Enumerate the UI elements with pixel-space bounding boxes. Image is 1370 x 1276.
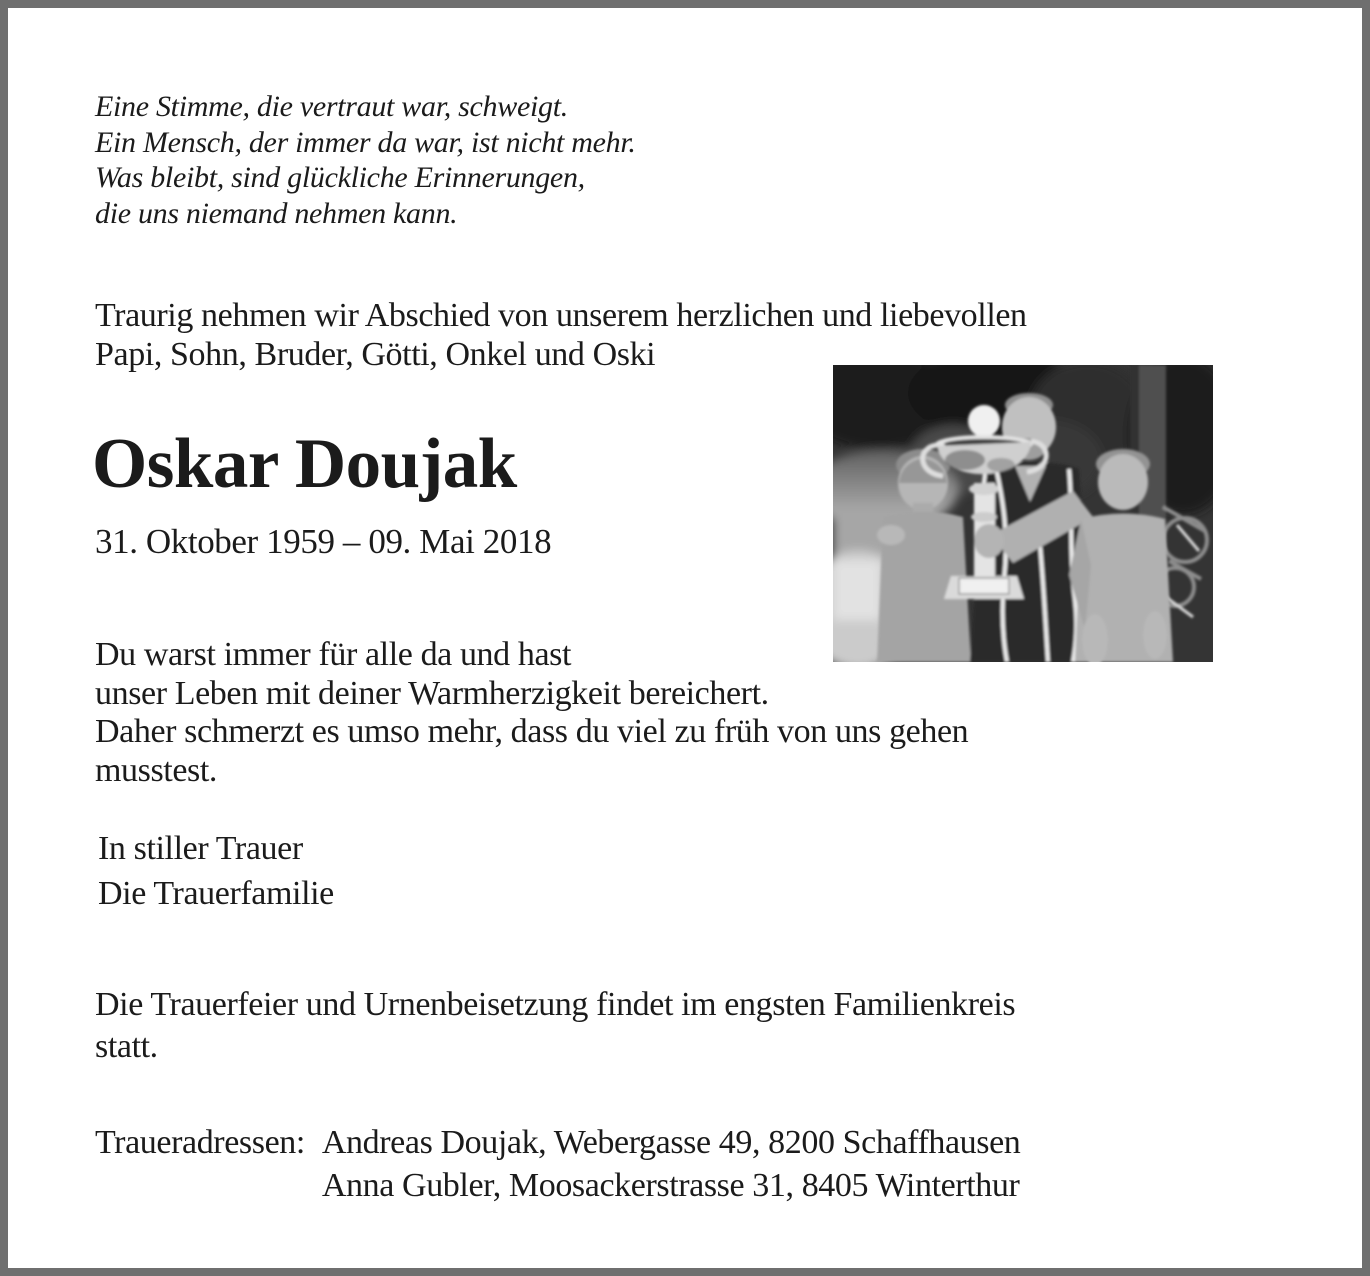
memorial-photo — [833, 365, 1213, 662]
deceased-name: Oskar Doujak — [92, 425, 517, 503]
verse-line: die uns niemand nehmen kann. — [95, 196, 458, 230]
mourning-family — [98, 826, 334, 916]
addresses-entries — [322, 1122, 1021, 1207]
condolence-line: unser Leben mit deiner Warmherzigkeit bereichert. — [95, 674, 769, 712]
mourning-addresses — [95, 1122, 1020, 1207]
memorial-verse — [95, 89, 636, 231]
memorial-photo-illustration — [833, 365, 1213, 662]
service-line: statt. — [95, 1028, 158, 1065]
intro-line: Papi, Sohn, Bruder, Götti, Onkel und Oski — [95, 335, 656, 373]
deceased-dates: 31. Oktober 1959 – 09. Mai 2018 — [95, 522, 552, 561]
condolence-line: Daher schmerzt es umso mehr, dass du viel zu früh von uns gehen — [95, 713, 969, 750]
addresses-label: Traueradressen: — [95, 1124, 305, 1161]
condolence-line: musstest. — [95, 751, 218, 789]
condolence-text — [95, 636, 968, 790]
address-entry: Andreas Doujak, Webergasse 49, 8200 Schaffhausen — [321, 1124, 1021, 1161]
funeral-service-note — [95, 984, 1015, 1068]
mourning-line: Die Trauerfamilie — [98, 875, 334, 912]
address-entry: Anna Gubler, Moosackerstrasse 31, 8405 Winterthur — [321, 1166, 1020, 1204]
verse-line: Was bleibt, sind glückliche Erinnerungen, — [95, 161, 585, 194]
intro-line: Traurig nehmen wir Abschied von unserem herzlichen und liebevollen — [95, 297, 1027, 334]
service-line: Die Trauerfeier und Urnenbeisetzung findet im engsten Familienkreis — [95, 986, 1016, 1023]
condolence-line: Du warst immer für alle da und hast — [95, 636, 572, 673]
verse-line: Ein Mensch, der immer da war, ist nicht mehr. — [95, 125, 636, 159]
mourning-line: In stiller Trauer — [98, 830, 303, 867]
verse-line: Eine Stimme, die vertraut war, schweigt. — [95, 90, 568, 123]
farewell-intro — [95, 297, 1027, 374]
